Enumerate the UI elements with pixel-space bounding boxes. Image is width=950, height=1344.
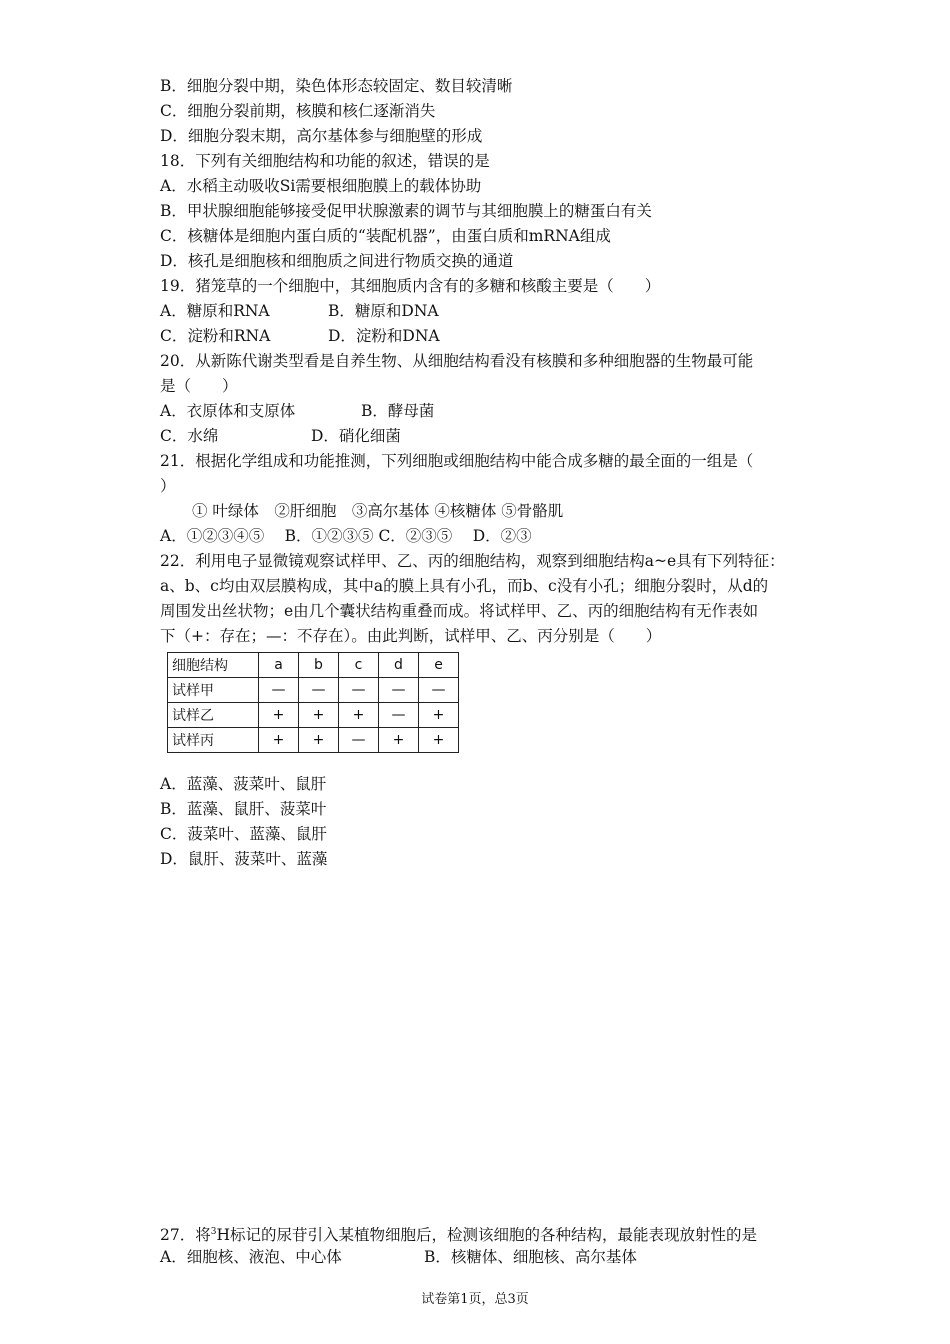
question-22-option-d: D．鼠肝、菠菜叶、蓝藻 [160, 850, 328, 868]
question-21: 21．根据化学组成和功能推测，下列细胞或细胞结构中能合成多糖的最全面的一组是（ [160, 452, 754, 470]
question-18: 18．下列有关细胞结构和功能的叙述，错误的是 [160, 152, 490, 170]
option-d-mitosis-telophase: D．细胞分裂末期，高尔基体参与细胞壁的形成 [160, 127, 483, 145]
question-18-option-b: B．甲状腺细胞能够接受促甲状腺激素的调节与其细胞膜上的糖蛋白有关 [160, 202, 652, 220]
table-cell: — [379, 678, 419, 703]
question-20-option-a: A．衣原体和支原体 [160, 402, 296, 420]
question-27-superscript: 3 [210, 1227, 217, 1237]
question-19-option-a: A．糖原和RNA [160, 302, 270, 320]
table-cell: — [339, 678, 379, 703]
question-27-option-a: A．细胞核、液泡、中心体 [160, 1248, 342, 1266]
question-22-line-4: 下（+：存在；—：不存在）。由此判断，试样甲、乙、丙分别是（ ） [160, 627, 662, 645]
table-cell: + [379, 728, 419, 753]
question-18-option-d: D．核孔是细胞核和细胞质之间进行物质交换的通道 [160, 252, 514, 270]
table-cell: + [259, 728, 299, 753]
table-cell: + [259, 703, 299, 728]
question-19: 19．猪笼草的一个细胞中，其细胞质内含有的多糖和核酸主要是（ ） [160, 277, 661, 295]
table-cell: 试样乙 [168, 703, 259, 728]
question-18-option-c: C．核糖体是细胞内蛋白质的“装配机器”，由蛋白质和mRNA组成 [160, 227, 611, 245]
table-header-cell: c [339, 653, 379, 678]
cell-structure-table [167, 652, 459, 753]
question-20-option-b: B．酵母菌 [361, 402, 435, 420]
question-20-continued: 是（ ） [160, 377, 238, 395]
table-cell: — [259, 678, 299, 703]
table-header-row [168, 653, 459, 678]
question-27 [160, 1222, 757, 1245]
table-cell: — [299, 678, 339, 703]
table-header-cell: e [419, 653, 459, 678]
table-header-cell: d [379, 653, 419, 678]
question-27-text: H标记的尿苷引入某植物细胞后，检测该细胞的各种结构，最能表现放射性的是 [216, 1226, 757, 1245]
question-21-continued: ） [160, 477, 176, 495]
table-cell: 试样丙 [168, 728, 259, 753]
question-22-option-b: B．蓝藻、鼠肝、菠菜叶 [160, 800, 327, 818]
table-header-cell: 细胞结构 [168, 653, 259, 678]
question-27-option-b: B．核糖体、细胞核、高尔基体 [424, 1248, 637, 1266]
question-22: 22．利用电子显微镜观察试样甲、乙、丙的细胞结构，观察到细胞结构a~e具有下列特征： [160, 552, 785, 570]
question-18-option-a: A．水稻主动吸收Si需要根细胞膜上的载体协助 [160, 177, 482, 195]
question-22-line-3: 周围发出丝状物；e由几个囊状结构重叠而成。将试样甲、乙、丙的细胞结构有无作表如 [160, 602, 759, 620]
question-20-option-d: D．硝化细菌 [311, 427, 401, 445]
table-cell: — [339, 728, 379, 753]
question-20-option-c: C．水绵 [160, 427, 219, 445]
question-22-option-a: A．蓝藻、菠菜叶、鼠肝 [160, 775, 327, 793]
question-22-option-c: C．菠菜叶、蓝藻、鼠肝 [160, 825, 327, 843]
question-22-line-2: a、b、c均由双层膜构成，其中a的膜上具有小孔，而b、c没有小孔；细胞分裂时，从d的 [160, 577, 769, 595]
table-cell: + [419, 703, 459, 728]
table-cell: — [419, 678, 459, 703]
table-cell: + [419, 728, 459, 753]
question-19-option-d: D．淀粉和DNA [328, 327, 440, 345]
table-cell: + [299, 728, 339, 753]
table-header-cell: a [259, 653, 299, 678]
table-header-cell: b [299, 653, 339, 678]
question-19-option-b: B．糖原和DNA [328, 302, 439, 320]
table-cell: 试样甲 [168, 678, 259, 703]
question-21-options: A．①②③④⑤ B．①②③⑤ C．②③⑤ D．②③ [160, 527, 532, 545]
table-cell: — [379, 703, 419, 728]
table-row [168, 703, 459, 728]
table-row [168, 678, 459, 703]
question-20: 20．从新陈代谢类型看是自养生物、从细胞结构看没有核膜和多种细胞器的生物最可能 [160, 352, 754, 370]
question-27-prefix: 27．将 [160, 1226, 211, 1245]
option-c-mitosis-prophase: C．细胞分裂前期，核膜和核仁逐渐消失 [160, 102, 436, 120]
table-row [168, 728, 459, 753]
table-cell: + [339, 703, 379, 728]
page-footer: 试卷第1页，总3页 [421, 1292, 529, 1307]
table-cell: + [299, 703, 339, 728]
option-b-mitosis-metaphase: B．细胞分裂中期，染色体形态较固定、数目较清晰 [160, 77, 513, 95]
question-19-option-c: C．淀粉和RNA [160, 327, 271, 345]
question-21-items: ① 叶绿体 ②肝细胞 ③高尔基体 ④核糖体 ⑤骨骼肌 [192, 502, 564, 520]
